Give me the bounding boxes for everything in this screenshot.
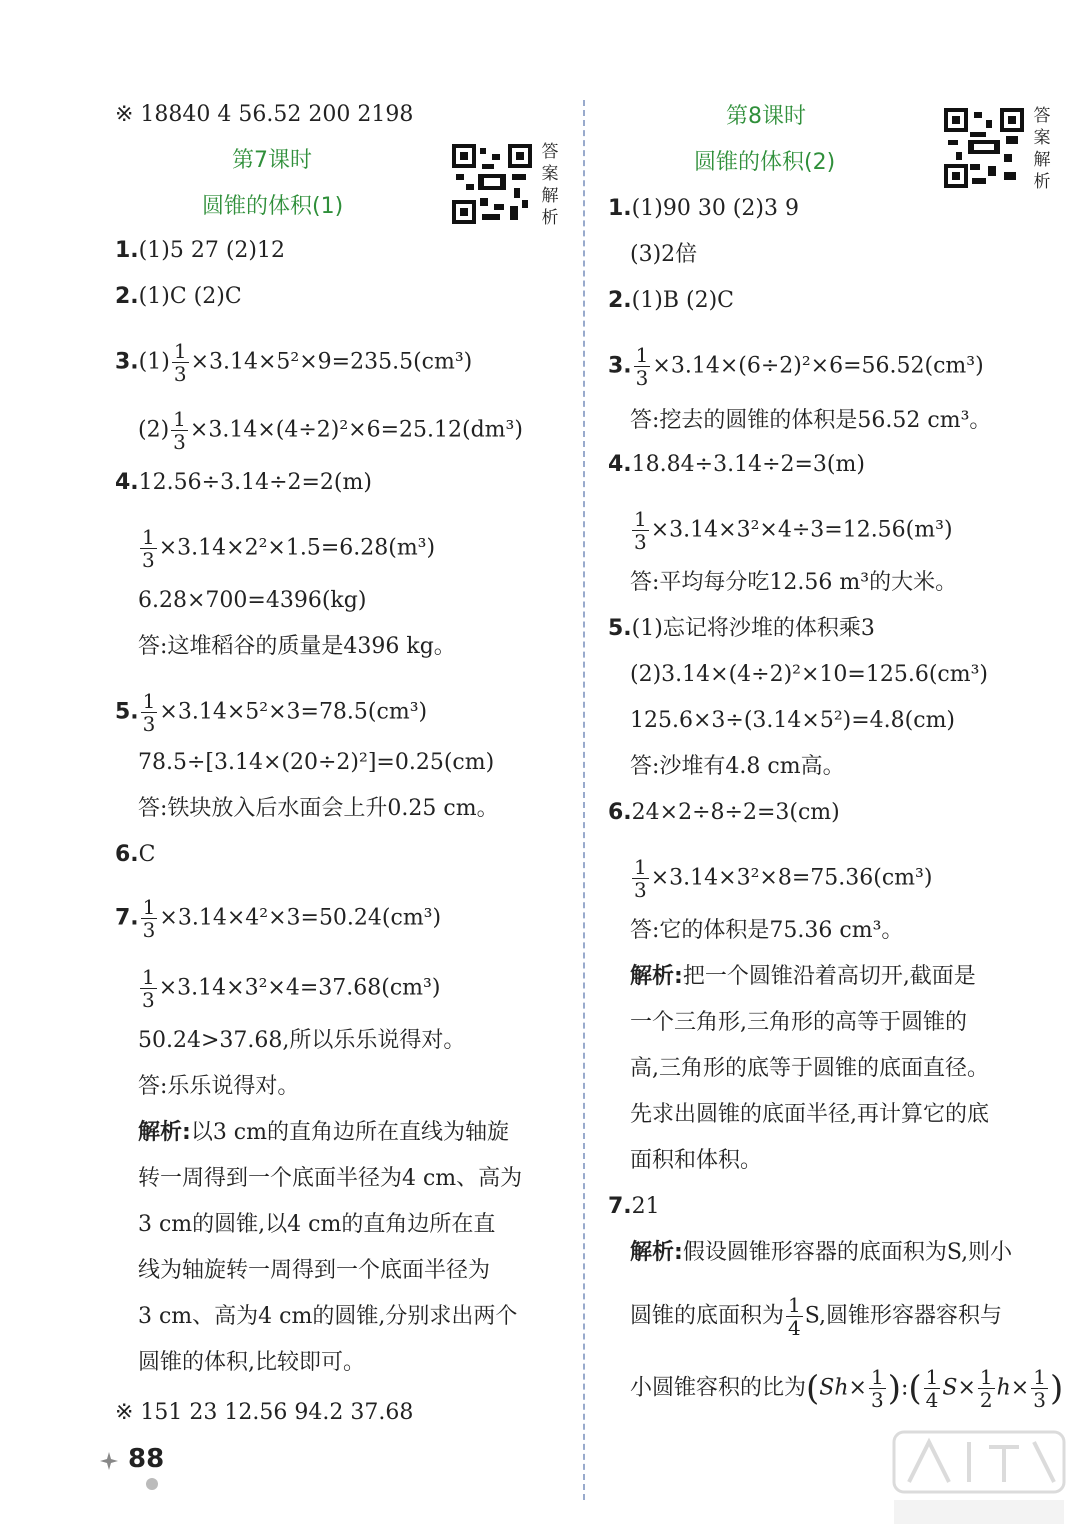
right-q6b: $\frac{1}{3}$ ×3.14×3²×8=75.36(cm³)	[634, 855, 933, 902]
right-q5c: 125.6×3÷(3.14×5²)=4.8(cm)	[630, 708, 956, 733]
right-q3b: 答:挖去的圆锥的体积是56.52 cm³。	[630, 408, 992, 433]
watermark-logo-icon	[884, 1422, 1074, 1532]
right-analysis2-3: 小圆锥容积的比为(Sh× $\frac{1}{3}$ ):( $\frac{1}{4}$ S× $\frac{1}{2}$ h× $\frac{1}{3}$ )	[630, 1365, 1064, 1412]
qr-label-4: 析	[1033, 172, 1051, 192]
fraction: $\frac{1}{3}$	[142, 525, 155, 572]
dot-icon	[144, 1476, 160, 1492]
right-analysis2-2: 圆锥的底面积为 $\frac{1}{4}$ S,圆锥形容器容积与	[630, 1293, 1003, 1340]
left-q5b: 78.5÷[3.14×(20÷2)²]=0.25(cm)	[138, 750, 495, 775]
fraction: $\frac{1}{3}$	[634, 855, 647, 902]
right-q2: 2.(1)B (2)C	[608, 288, 734, 313]
right-q3a: 3. $\frac{1}{3}$ ×3.14×(6÷2)²×6=56.52(cm³)	[608, 343, 984, 390]
star-icon	[98, 1450, 120, 1472]
fraction: $\frac{1}{3}$	[1033, 1365, 1046, 1412]
left-q3b: (2) $\frac{1}{3}$ ×3.14×(4÷2)²×6=25.12(dm³)	[138, 407, 523, 454]
lesson-8-topic: 圆锥的体积(2)	[694, 150, 836, 175]
page-number: 88	[128, 1444, 165, 1474]
fraction: $\frac{1}{3}$	[173, 339, 187, 386]
fraction: $\frac{1}{3}$	[870, 1365, 884, 1412]
left-bottom-answers: ※ 151 23 12.56 94.2 37.68	[115, 1400, 414, 1425]
fraction: $\frac{1}{3}$	[142, 689, 156, 736]
right-analysis-5: 面积和体积。	[630, 1148, 763, 1173]
left-analysis-1: 解析:以3 cm的直角边所在直线为轴旋	[138, 1120, 509, 1145]
qr-label-4: 析	[541, 208, 559, 228]
right-q4c: 答:平均每分吃12.56 m³的大米。	[630, 570, 958, 595]
right-analysis2-1: 解析:假设圆锥形容器的底面积为S,则小	[630, 1240, 1013, 1265]
qr-label-3: 解	[541, 186, 559, 206]
qr-label-2: 案	[1033, 128, 1051, 148]
right-q7: 7.21	[608, 1194, 660, 1219]
fraction: $\frac{1}{3}$	[142, 895, 156, 942]
qr-label-1: 答	[1033, 106, 1051, 126]
column-divider	[583, 100, 585, 1500]
qr-label-2: 案	[541, 164, 559, 184]
right-q4a: 4.18.84÷3.14÷2=3(m)	[608, 452, 865, 477]
lesson-7-title: 第7课时	[232, 148, 312, 173]
fraction: $\frac{1}{3}$	[173, 407, 186, 454]
left-analysis-4: 线为轴旋转一周得到一个底面半径为	[138, 1258, 491, 1283]
fraction: $\frac{1}{3}$	[142, 965, 155, 1012]
fraction: $\frac{1}{4}$	[788, 1293, 801, 1340]
right-q4b: $\frac{1}{3}$ ×3.14×3²×4÷3=12.56(m³)	[634, 507, 953, 554]
left-q6: 6.C	[115, 842, 156, 867]
fraction: $\frac{1}{4}$	[925, 1365, 939, 1412]
left-top-answers: ※ 18840 4 56.52 200 2198	[115, 102, 414, 127]
left-q1: 1.(1)5 27 (2)12	[115, 238, 285, 263]
lesson-8-title: 第8课时	[726, 104, 806, 129]
left-q7b: $\frac{1}{3}$ ×3.14×3²×4=37.68(cm³)	[142, 965, 441, 1012]
fraction: $\frac{1}{3}$	[635, 343, 649, 390]
left-q7a: 7. $\frac{1}{3}$ ×3.14×4²×3=50.24(cm³)	[115, 895, 442, 942]
left-q7c: 50.24>37.68,所以乐乐说得对。	[138, 1028, 466, 1053]
right-analysis-2: 一个三角形,三角形的高等于圆锥的	[630, 1010, 967, 1035]
left-q4d: 答:这堆稻谷的质量是4396 kg。	[138, 634, 456, 659]
left-q5a: 5. $\frac{1}{3}$ ×3.14×5²×3=78.5(cm³)	[115, 689, 428, 736]
right-q1a: 1.(1)90 30 (2)3 9	[608, 196, 799, 221]
qr-code-icon[interactable]	[944, 108, 1024, 188]
right-analysis-4: 先求出圆锥的底面半径,再计算它的底	[630, 1102, 989, 1127]
right-q5a: 5.(1)忘记将沙堆的体积乘3	[608, 616, 875, 641]
right-analysis-3: 高,三角形的底等于圆锥的底面直径。	[630, 1056, 989, 1081]
qr-label-3: 解	[1033, 150, 1051, 170]
right-q6a: 6.24×2÷8÷2=3(cm)	[608, 800, 840, 825]
left-analysis-2: 转一周得到一个底面半径为4 cm、高为	[138, 1166, 523, 1191]
left-q4b: $\frac{1}{3}$ ×3.14×2²×1.5=6.28(m³)	[142, 525, 436, 572]
right-q5b: (2)3.14×(4÷2)²×10=125.6(cm³)	[630, 662, 989, 687]
left-q4a: 4.12.56÷3.14÷2=2(m)	[115, 470, 372, 495]
right-analysis-1: 解析:把一个圆锥沿着高切开,截面是	[630, 964, 976, 989]
left-q7d: 答:乐乐说得对。	[138, 1074, 300, 1099]
left-analysis-5: 3 cm、高为4 cm的圆锥,分别求出两个	[138, 1304, 518, 1329]
left-analysis-3: 3 cm的圆锥,以4 cm的直角边所在直	[138, 1212, 496, 1237]
fraction: $\frac{1}{3}$	[634, 507, 647, 554]
left-q4c: 6.28×700=4396(kg)	[138, 588, 367, 613]
lesson-7-topic: 圆锥的体积(1)	[202, 194, 344, 219]
left-q5c: 答:铁块放入后水面会上升0.25 cm。	[138, 796, 499, 821]
left-q2: 2.(1)C (2)C	[115, 284, 242, 309]
right-q5d: 答:沙堆有4.8 cm高。	[630, 754, 845, 779]
left-q3a: 3.(1) $\frac{1}{3}$ ×3.14×5²×9=235.5(cm³)	[115, 339, 473, 386]
qr-label-1: 答	[541, 142, 559, 162]
qr-code-icon[interactable]	[452, 144, 532, 224]
right-q1b: (3)2倍	[630, 242, 698, 267]
left-analysis-6: 圆锥的体积,比较即可。	[138, 1350, 365, 1375]
right-q6c: 答:它的体积是75.36 cm³。	[630, 918, 904, 943]
fraction: $\frac{1}{2}$	[979, 1365, 993, 1412]
